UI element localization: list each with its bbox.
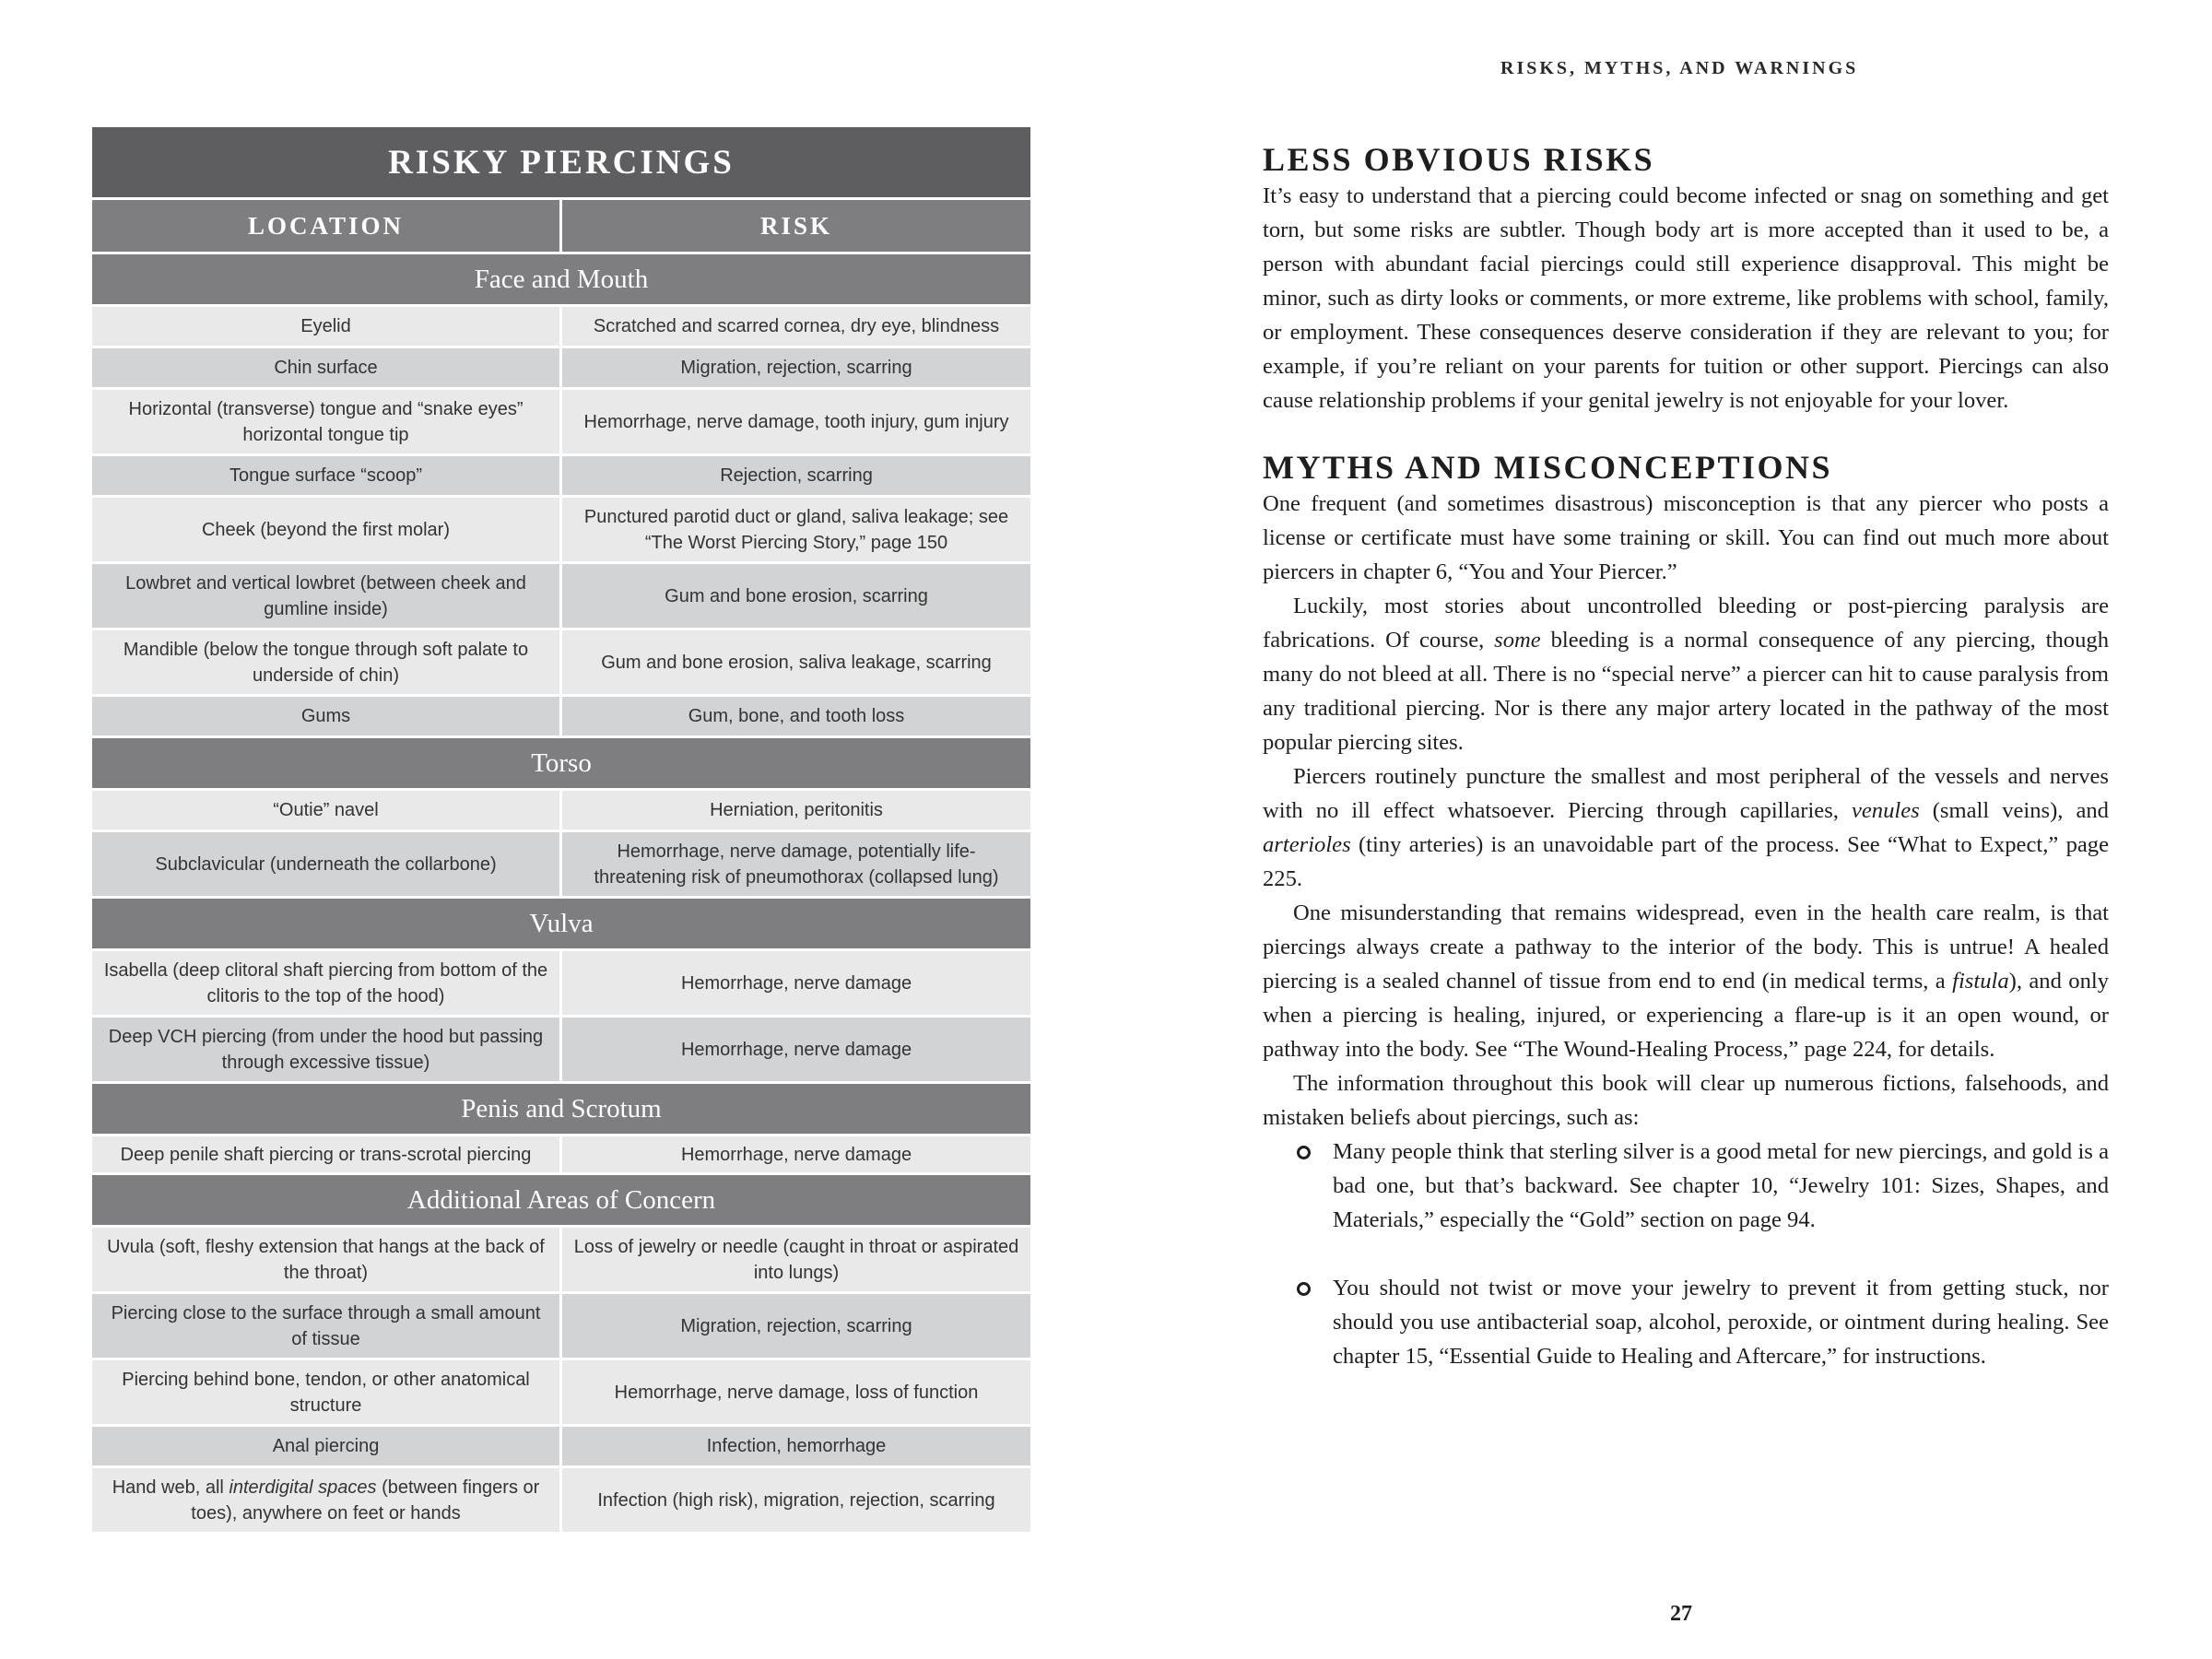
location-cell: Subclavicular (underneath the collarbone)	[92, 832, 562, 899]
table-row	[92, 1468, 1030, 1535]
paragraph: One misunderstanding that remains widespread, even in the health care realm, is that piercings always create a pathway to the interior of the body. This is untrue! A healed piercing is a sealed channel of tissue from end to end (in medical terms, a fistula), and only when a piercing is healing, injured, or experiencing a flare-up is it an open wound, or pathway into the body. See “The Wound-Healing Process,” page 224, for details.	[1263, 900, 2109, 1062]
table-row	[92, 951, 1030, 1018]
emphasis: arterioles	[1263, 832, 1351, 857]
paragraph: One frequent (and sometimes disastrous) misconception is that any piercer who posts a license or certificate must have some training or skill. You can find out much more about piercers in chapter 6, “You and Your Piercer.”	[1263, 491, 2109, 584]
location-cell: Cheek (beyond the first molar)	[92, 498, 562, 564]
table-section-header: Penis and Scrotum	[92, 1084, 1030, 1136]
emphasis: interdigital spaces	[229, 1477, 377, 1498]
risky-piercings-table	[92, 127, 1030, 1535]
column-header-location: LOCATION	[92, 200, 562, 254]
risk-cell: Herniation, peritonitis	[562, 791, 1030, 832]
table-title: RISKY PIERCINGS	[92, 127, 1030, 200]
location-cell: “Outie” navel	[92, 791, 562, 832]
location-cell: Uvula (soft, fleshy extension that hangs at the back of the throat)	[92, 1228, 562, 1294]
location-cell: Lowbret and vertical lowbret (between cheek and gumline inside)	[92, 564, 562, 630]
location-cell: Deep VCH piercing (from under the hood but passing through excessive tissue)	[92, 1018, 562, 1084]
table-row	[92, 390, 1030, 456]
risk-cell: Rejection, scarring	[562, 456, 1030, 498]
table-row	[92, 1228, 1030, 1294]
table-row	[92, 1136, 1030, 1175]
location-cell: Gums	[92, 697, 562, 738]
emphasis: fistula	[1952, 969, 2009, 994]
paragraph: Piercers routinely puncture the smallest and most peripheral of the vessels and nerves with no ill effect whatsoever. Piercing through capillaries, venules (small veins), and arterioles (tiny arteries) is an unavoidable part of the process. See “What to Expect,” page 225.	[1263, 764, 2109, 891]
risk-cell: Infection (high risk), migration, rejection, scarring	[562, 1468, 1030, 1535]
paragraph: Luckily, most stories about uncontrolled bleeding or post-piercing paralysis are fabrications. Of course, some bleeding is a normal consequence of any piercing, though many do not bleed at all. There is no “special nerve” a piercer can hit to cause paralysis from any traditional piercing. Nor is there any major artery located in the pathway of the most popular piercing sites.	[1263, 594, 2109, 755]
risk-cell: Scratched and scarred cornea, dry eye, blindness	[562, 307, 1030, 348]
table-row	[92, 348, 1030, 390]
risk-cell: Hemorrhage, nerve damage, potentially life-threatening risk of pneumothorax (collapsed lung)	[562, 832, 1030, 899]
table-section-header: Face and Mouth	[92, 254, 1030, 307]
risk-cell: Infection, hemorrhage	[562, 1427, 1030, 1468]
risk-cell: Hemorrhage, nerve damage, loss of function	[562, 1360, 1030, 1427]
page-number: 27	[1670, 1602, 1692, 1626]
location-cell: Tongue surface “scoop”	[92, 456, 562, 498]
risk-cell: Migration, rejection, scarring	[562, 348, 1030, 390]
location-cell: Piercing behind bone, tendon, or other anatomical structure	[92, 1360, 562, 1427]
table-row	[92, 697, 1030, 738]
location-cell: Anal piercing	[92, 1427, 562, 1468]
paragraph: It’s easy to understand that a piercing could become infected or snag on something and get torn, but some risks are subtler. Though body art is more accepted than it used to be, a person with abundant facial piercings could still experience disapproval. This might be minor, such as dirty looks or comments, or more extreme, like problems with school, family, or employment. These consequences deserve consideration if they are relevant to you; for example, if you’re reliant on your parents for tuition or other support. Piercings can also cause relationship problems if your genital jewelry is not enjoyable for your lover.	[1263, 183, 2109, 413]
risk-cell: Hemorrhage, nerve damage	[562, 1136, 1030, 1175]
table-row	[92, 832, 1030, 899]
table-section-header: Additional Areas of Concern	[92, 1175, 1030, 1228]
table-row	[92, 630, 1030, 697]
location-cell: Isabella (deep clitoral shaft piercing from bottom of the clitoris to the top of the hood)	[92, 951, 562, 1018]
table-row	[92, 456, 1030, 498]
bullet-item: Many people think that sterling silver is a good metal for new piercings, and gold is a bad one, but that’s backward. See chapter 10, “Jewelry 101: Sizes, Shapes, and Materials,” especially the “Gold” section on page 94.	[1263, 1135, 2109, 1237]
location-cell: Horizontal (transverse) tongue and “snake eyes” horizontal tongue tip	[92, 390, 562, 456]
table-row	[92, 1018, 1030, 1084]
risk-cell: Hemorrhage, nerve damage	[562, 1018, 1030, 1084]
paragraph: The information throughout this book will clear up numerous fictions, falsehoods, and mistaken beliefs about piercings, such as:	[1263, 1071, 2109, 1130]
risk-cell: Migration, rejection, scarring	[562, 1294, 1030, 1360]
table-row	[92, 1427, 1030, 1468]
location-cell: Piercing close to the surface through a small amount of tissue	[92, 1294, 562, 1360]
table-row	[92, 1294, 1030, 1360]
risk-cell: Hemorrhage, nerve damage	[562, 951, 1030, 1018]
risk-cell: Gum, bone, and tooth loss	[562, 697, 1030, 738]
location-cell: Hand web, all interdigital spaces (between fingers or toes), anywhere on feet or hands	[92, 1468, 562, 1535]
table-row	[92, 791, 1030, 832]
column-header-risk: RISK	[562, 200, 1030, 254]
location-cell: Mandible (below the tongue through soft palate to underside of chin)	[92, 630, 562, 697]
table-section-header: Vulva	[92, 899, 1030, 951]
right-page-body	[1263, 140, 2109, 1373]
emphasis: some	[1494, 628, 1541, 653]
section-heading-less-obvious-risks: LESS OBVIOUS RISKS	[1263, 141, 1655, 178]
bullet-item: You should not twist or move your jewelry to prevent it from getting stuck, nor should you use antibacterial soap, alcohol, peroxide, or ointment during healing. See chapter 15, “Essential Guide to Healing and Aftercare,” for instructions.	[1263, 1271, 2109, 1373]
location-cell: Deep penile shaft piercing or trans-scrotal piercing	[92, 1136, 562, 1175]
emphasis: venules	[1851, 798, 1920, 823]
location-cell: Chin surface	[92, 348, 562, 390]
section-heading-myths-and-misconceptions: MYTHS AND MISCONCEPTIONS	[1263, 449, 1833, 486]
risk-cell: Gum and bone erosion, scarring	[562, 564, 1030, 630]
circle-bullet-icon	[1297, 1282, 1311, 1296]
table-row	[92, 498, 1030, 564]
table-row	[92, 307, 1030, 348]
risk-cell: Gum and bone erosion, saliva leakage, scarring	[562, 630, 1030, 697]
risk-cell: Loss of jewelry or needle (caught in throat or aspirated into lungs)	[562, 1228, 1030, 1294]
table-row	[92, 564, 1030, 630]
table-row	[92, 1360, 1030, 1427]
location-cell: Eyelid	[92, 307, 562, 348]
risk-cell: Punctured parotid duct or gland, saliva leakage; see “The Worst Piercing Story,” page 150	[562, 498, 1030, 564]
circle-bullet-icon	[1297, 1146, 1311, 1159]
risk-cell: Hemorrhage, nerve damage, tooth injury, gum injury	[562, 390, 1030, 456]
table-section-header: Torso	[92, 738, 1030, 791]
running-head: RISKS, MYTHS, AND WARNINGS	[1500, 58, 1859, 78]
bullet-list	[1263, 1135, 2109, 1373]
